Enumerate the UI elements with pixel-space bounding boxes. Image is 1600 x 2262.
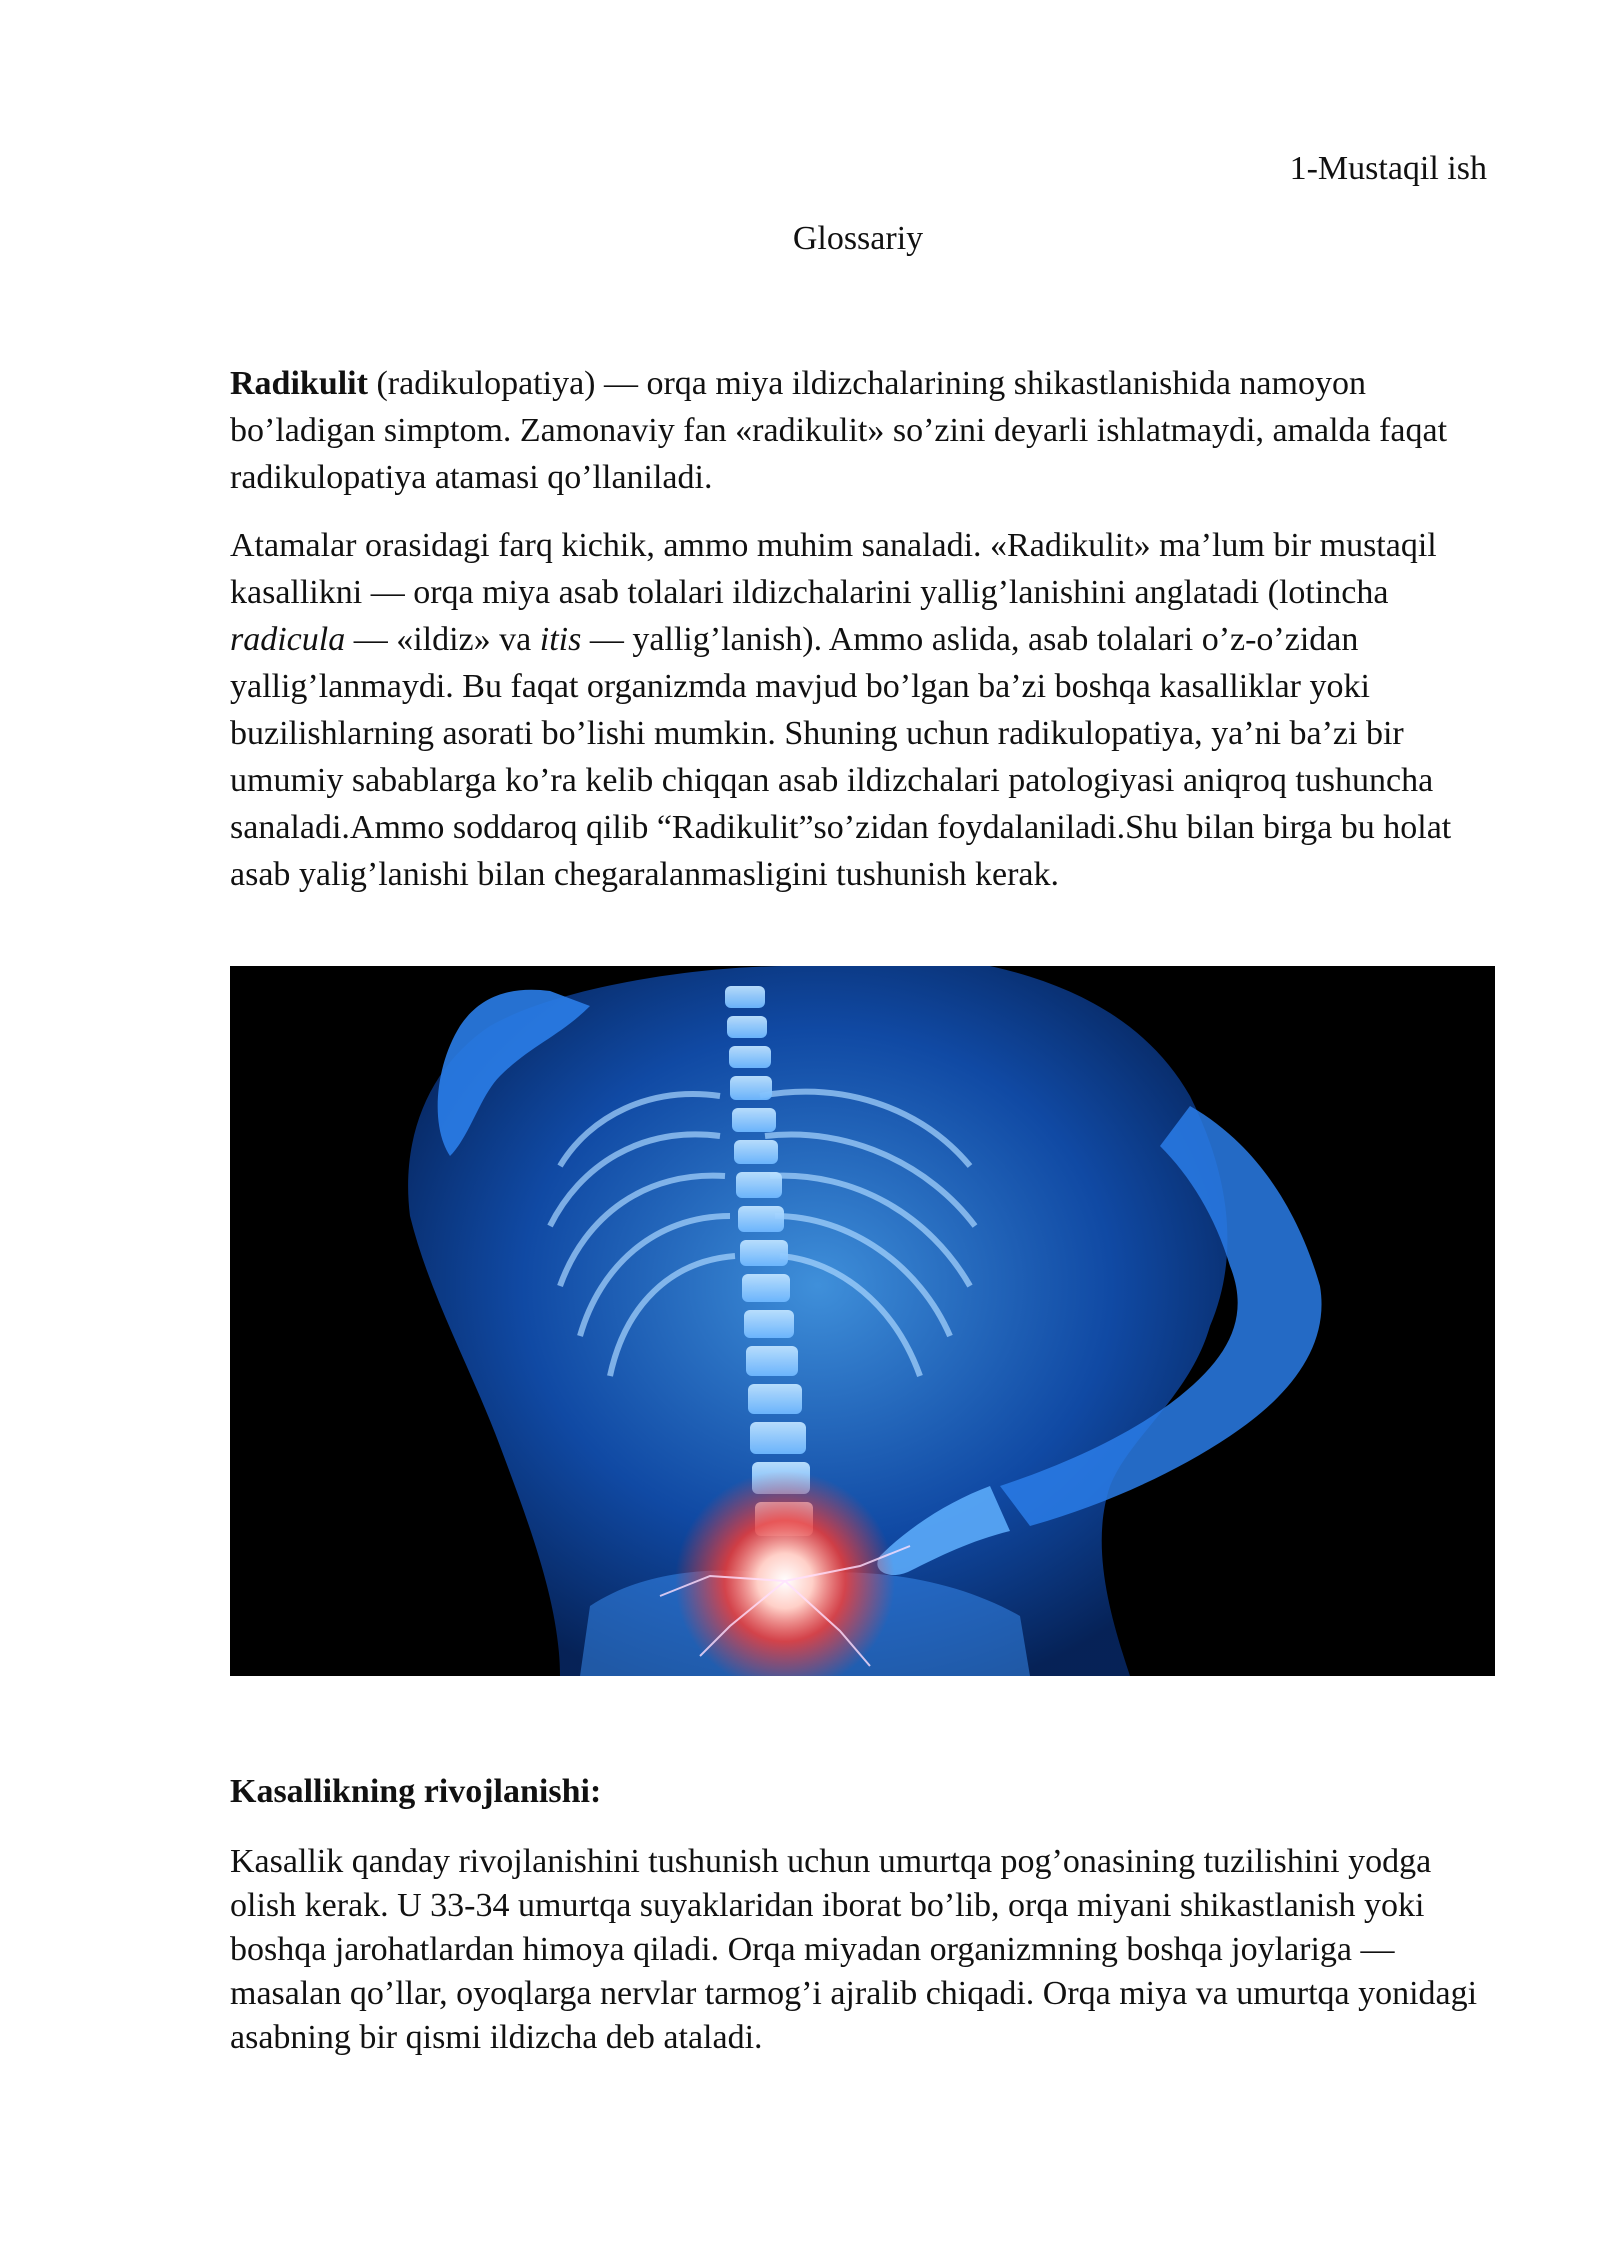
definition-paragraph	[230, 360, 1495, 501]
explanation-part-2: — «ildiz» va	[345, 621, 540, 658]
explanation-paragraph	[230, 522, 1495, 898]
spine-pain-illustration	[230, 966, 1495, 1676]
definition-text: (radikulopatiya) — orqa miya ildizchalarining shikastlanishida namoyon bo’ladigan simptom. Zamonaviy fan «radikulit» so’zini deyarli ishlatmaydi, amalda faqat radikulopatiya atamasi qo’llaniladi.	[230, 365, 1448, 496]
latin-term-radicula: radicula	[230, 621, 346, 658]
term-radikulit: Radikulit	[230, 365, 368, 402]
assignment-label: 1-Mustaqil ish	[1289, 150, 1487, 187]
explanation-part-1: Atamalar orasidagi farq kichik, ammo muhim sanaladi. «Radikulit» ma’lum bir mustaqil kasallikni — orqa miya asab tolalari ildizchalarini yallig’lanishini anglatadi (lotincha	[230, 527, 1437, 611]
section-heading: Kasallikning rivojlanishi:	[230, 1773, 602, 1810]
latin-term-itis: itis	[539, 621, 582, 658]
page-title: Glossariy	[792, 220, 924, 257]
section-paragraph	[230, 1840, 1495, 2060]
explanation-part-3: — yallig’lanish). Ammo aslida, asab tolalari o’z-o’zidan yallig’lanmaydi. Bu faqat organizmda mavjud bo’lgan ba’zi boshqa kasalliklar yoki buzilishlarning asorati bo’lishi mumkin. Shuning uchun radikulopatiya, ya’ni ba’zi bir umumiy sabablarga ko’ra kelib chiqqan asab ildizchalari patologiyasi aniqroq tushuncha sanaladi.Ammo soddaroq qilib “Radikulit”so’zidan foydalaniladi.Shu bilan birga bu holat asab yalig’lanishi bilan chegaralanmasligini tushunish kerak.	[230, 621, 1452, 893]
section-paragraph-text: Kasallik qanday rivojlanishini tushunish uchun umurtqa pog’onasining tuzilishini yodga olish kerak. U 33-34 umurtqa suyaklaridan iborat bo’lib, orqa miyani shikastlanish yoki boshqa jarohatlardan himoya qiladi. Orqa miyadan organizmning boshqa joylariga — masalan qo’llar, oyoqlarga nervlar tarmog’i ajralib chiqadi. Orqa miya va umurtqa yonidagi asabning bir qismi ildizcha deb ataladi.	[230, 1843, 1478, 2056]
